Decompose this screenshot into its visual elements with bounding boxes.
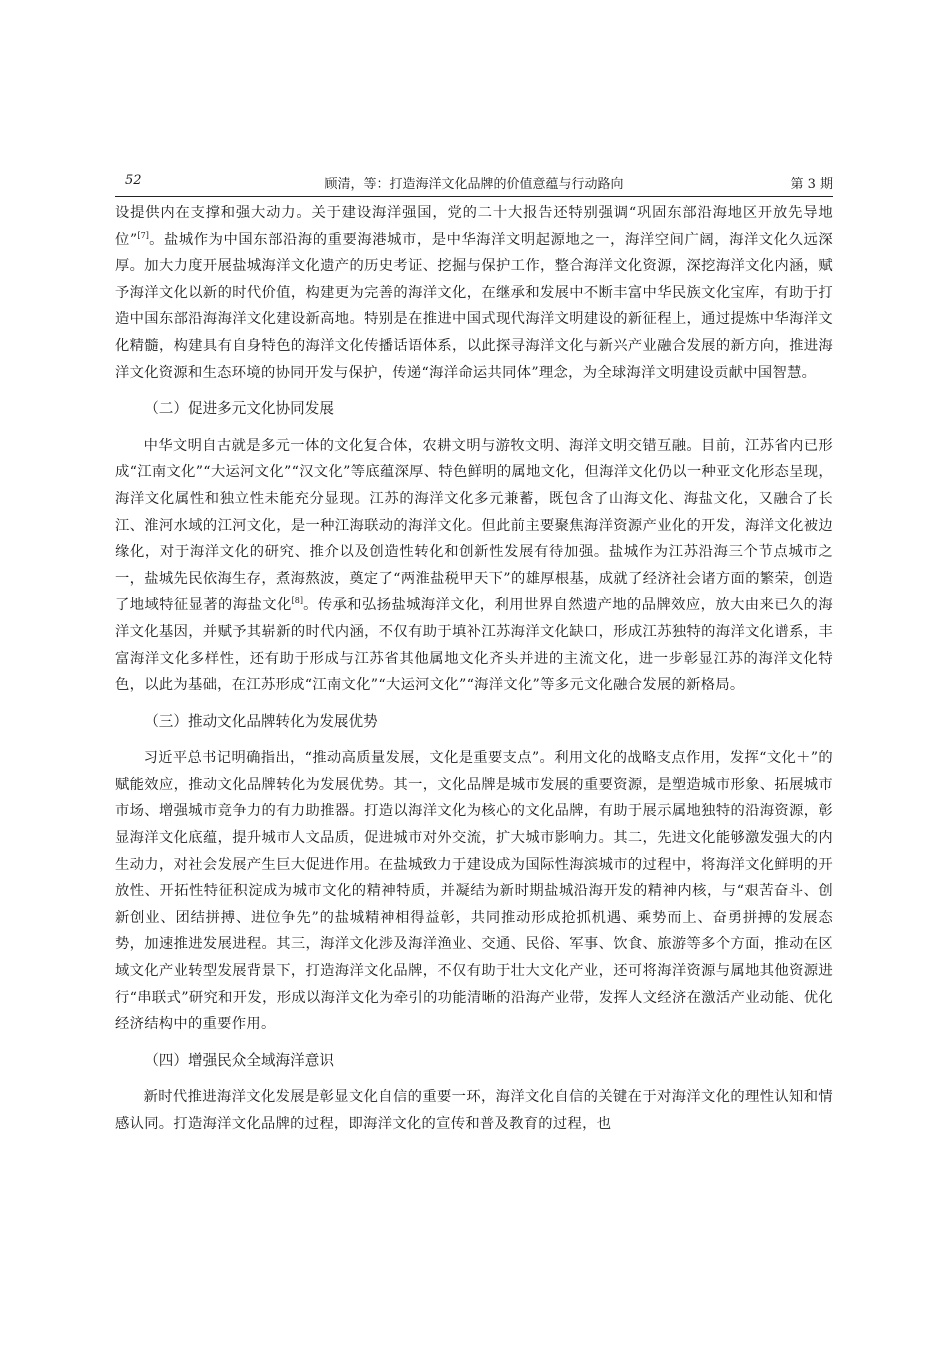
paragraph: 新时代推进海洋文化发展是彰显文化自信的重要一环，海洋文化自信的关键在于对海洋文化的理性认知和情感认同。打造海洋文化品牌的过程，即海洋文化的宣传和普及教育的过程，也 (115, 1089, 833, 1132)
paragraph-text: 。传承和弘扬盐城海洋文化，利用世界自然遗产地的品牌效应，放大由来已久的海洋文化基因，并赋予其崭新的时代内涵，不仅有助于填补江苏海洋文化缺口，形成江苏独特的海洋文化谱系，丰富海洋文化多样性，还有助于形成与江苏省其他属地文化齐头并进的主流文化，进一步彰显江苏的海洋文化特色，以此为基础，在江苏形成“江南文化”“大运河文化”“海洋文化”等多元文化融合发展的新格局。 (115, 597, 833, 694)
paragraph (115, 433, 833, 699)
section-heading-2: （二）促进多元文化协同发展 (144, 400, 334, 418)
article-body (115, 200, 833, 1138)
paragraph: 习近平总书记明确指出，“推动高质量发展，文化是重要支点”。利用文化的战略支点作用，发挥“文化＋”的赋能效应，推动文化品牌转化为发展优势。其一，文化品牌是城市发展的重要资源，是塑造城市形象、拓展城市市场、增强城市竞争力的有力助推器。打造以海洋文化为核心的文化品牌，有助于展示属地独特的沿海资源，彰显海洋文化底蕴，提升城市人文品质，促进城市对外交流，扩大城市影响力。其二，先进文化能够激发强大的内生动力，对社会发展产生巨大促进作用。在盐城致力于建设成为国际性海滨城市的过程中，将海洋文化鲜明的开放性、开拓性特征积淀成为城市文化的精神特质，并凝结为新时期盐城沿海开发的精神内核，与“艰苦奋斗、创新创业、团结拼搏、进位争先”的盐城精神相得益彰，共同推动形成抢抓机遇、乘势而上、奋勇拼搏的发展态势，加速推进发展进程。其三，海洋文化涉及海洋渔业、交通、民俗、军事、饮食、旅游等多个方面，推动在区域文化产业转型发展背景下，打造海洋文化品牌，不仅有助于壮大文化产业，还可将海洋资源与属地其他资源进行“串联式”研究和开发，形成以海洋文化为牵引的功能清晰的沿海产业带，发挥人文经济在激活产业动能、优化经济结构中的重要作用。 (115, 750, 833, 1033)
running-header (115, 170, 833, 197)
paragraph-text: 设提供内在支撑和强大动力。关于建设海洋强国，党的二十大报告还特别强调“巩固东部沿海地区开放先导地位” (115, 205, 833, 248)
issue-number: 第 3 期 (790, 177, 833, 192)
paragraph-continued (115, 200, 833, 386)
paragraph-text: 中华文明自古就是多元一体的文化复合体，农耕文明与游牧文明、海洋文明交错互融。目前，江苏省内已形成“江南文化”“大运河文化”“汉文化”等底蕴深厚、特色鲜明的属地文化，但海洋文化仍以一种亚文化形态呈现，海洋文化属性和独立性未能充分显现。江苏的海洋文化多元兼蓄，既包含了山海文化、海盐文化，又融合了长江、淮河水域的江河文化，是一种江海联动的海洋文化。但此前主要聚焦海洋资源产业化的开发，海洋文化被边缘化，对于海洋文化的研究、推介以及创造性转化和创新性发展有待加强。盐城作为江苏沿海三个节点城市之一，盐城先民依海生存，煮海熬波，奠定了“两淮盐税甲天下”的雄厚根基，成就了经济社会诸方面的繁荣，创造了地域特征显著的海盐文化 (115, 437, 833, 614)
citation-7: [7] (137, 230, 149, 240)
section-heading-4: （四）增强民众全域海洋意识 (144, 1051, 334, 1069)
running-title: 顾清，等：打造海洋文化品牌的价值意蕴与行动路向 (324, 177, 624, 192)
section-heading-3: （三）推动文化品牌转化为发展优势 (144, 712, 378, 730)
paragraph-text: 。盐城作为中国东部沿海的重要海港城市，是中华海洋文明起源地之一，海洋空间广阔，海洋文化久远深厚。加大力度开展盐城海洋文化遗产的历史考证、挖掘与保护工作，整合海洋文化资源，深挖海洋文化内涵，赋予海洋文化以新的时代价值，构建更为完善的海洋文化，在继承和发展中不断丰富中华民族文化宝库，有助于打造中国东部沿海海洋文化建设新高地。特别是在推进中国式现代海洋文明建设的新征程上，通过提炼中华海洋文化精髓，构建具有自身特色的海洋文化传播话语体系，以此探寻海洋文化与新兴产业融合发展的新方向，推进海洋文化资源和生态环境的协同开发与保护，传递“海洋命运共同体”理念，为全球海洋文明建设贡献中国智慧。 (115, 231, 833, 381)
page-number: 52 (125, 173, 142, 188)
citation-8: [8] (291, 596, 304, 606)
